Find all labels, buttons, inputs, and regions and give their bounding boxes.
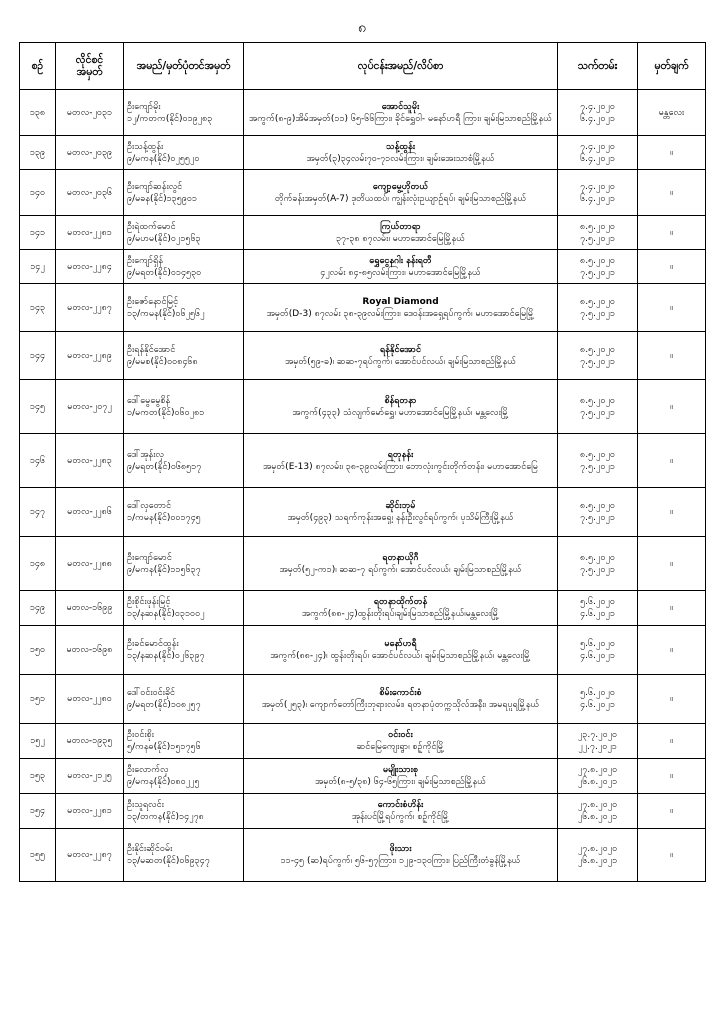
license-number: မတလ-၂၀၃၁ [56, 90, 124, 136]
remark: ။ [638, 170, 706, 216]
business-address: အုန်းပင်မြို့ရပ်ကွက်၊ စဉ့်ကိုင်မြို့ [351, 812, 450, 822]
valid-from: ၂၇.၈.၂၀၂၀ [577, 765, 618, 775]
validity-cell [558, 216, 638, 250]
business-cell [244, 380, 558, 434]
business-name: ရတနာယိုဂီ [382, 552, 419, 563]
row-number: ၁၅၄ [20, 794, 56, 829]
owner-name: ဦးစိုင်းဖုန်းမြင့် [127, 597, 171, 607]
owner-name: ဦးရန်နိုင်အောင် [127, 344, 176, 355]
business-name: ဖိုးသား [389, 844, 412, 854]
license-number: မတလ-၂၂၈၆ [56, 488, 124, 537]
valid-from: ၂၇.၈.၂၀၂၀ [577, 844, 618, 854]
business-address: အမှတ်(D-3) ၈၇လမ်း ၃၈-၃၉လမ်းကြား၊ ဒေဝန်းအရှေ့ရပ်ကွက်၊ မဟာအောင်မြေမြို့ [266, 308, 535, 319]
valid-to: ၄.၆.၂၀၂၁ [580, 609, 615, 619]
row-number: ၁၄၂ [20, 250, 56, 284]
valid-from: ၈.၅.၂၀၂၀ [580, 296, 615, 307]
business-address: အကွက်(၄၃၃) သံလျက်မော်ရွှေ၊ မဟာအောင်မြေမြို့နယ်၊ မန္တလေးမြို့ [292, 407, 509, 418]
valid-to: ၇.၅.၂၀၂၁ [580, 564, 615, 575]
business-name: ရွှေငွေနဂါး နန်းရတီ [369, 255, 432, 266]
remark: ။ [638, 759, 706, 794]
owner-cell [124, 626, 244, 675]
remark: ။ [638, 724, 706, 759]
valid-from: ၇.၄.၂၀၂၀ [580, 181, 615, 192]
owner-cell [124, 136, 244, 170]
business-name: စိန်ရတနာ [384, 395, 417, 406]
table-row [20, 216, 706, 250]
owner-name: ဦးခင်မောင်ထွန်း [127, 639, 179, 649]
remark: ။ [638, 284, 706, 332]
license-number: မတလ-၂၀၃၉ [56, 136, 124, 170]
owner-nrc: ၁၃/နဆန(နိုင်)၀၂၆၃၉၇ [127, 651, 205, 661]
business-address: အမှတ်(၈-၅/၃၈) ၆၄-၆၅ကြား၊ ချမ်းမြသာစည်မြို့နယ် [315, 777, 486, 787]
business-address: အကွက်(၈၈-၂၄)၊ ထွန်းတိုးရပ်၊ အောင်ပင်လယ်၊ ချမ်းမြသာစည်မြို့နယ်၊ မန္တလေးမြို့ [270, 651, 531, 661]
validity-cell [558, 537, 638, 591]
remark: ။ [638, 537, 706, 591]
owner-nrc: ၁/ကမန(နိုင်)၀၀၁၇၄၅ [127, 513, 201, 523]
remark: ။ [638, 675, 706, 724]
table-row [20, 675, 706, 724]
owner-cell [124, 537, 244, 591]
row-number: ၁၅၁ [20, 675, 56, 724]
business-cell [244, 591, 558, 626]
owner-nrc: ၉/မရတ(နိုင်)၀၆၈၅၁၇ [127, 461, 202, 472]
remark: ။ [638, 829, 706, 882]
validity-cell [558, 591, 638, 626]
owner-name: ဦးကျော်မိုး [127, 101, 161, 112]
remark: မန္တလေး [638, 90, 706, 136]
valid-from: ၅.၆.၂၀၂၀ [580, 597, 615, 607]
business-cell [244, 626, 558, 675]
row-number: ၁၅၅ [20, 829, 56, 882]
remark: ။ [638, 434, 706, 488]
business-name: ဝင်းဝင်း [388, 730, 413, 740]
header-remarks: မှတ်ချက် [638, 43, 706, 90]
owner-name: ဦးကျော်ဆန်းလွင် [127, 181, 183, 192]
owner-name: ဦးဝင်းစိုး [127, 730, 154, 740]
owner-name: ဒေါ်မွေမွေစိန် [127, 395, 171, 406]
valid-to: ၄.၆.၂၀၂၁ [580, 700, 615, 710]
valid-to: ၆.၄.၂၀၂၁ [580, 153, 615, 164]
owner-name: ဦးသူရလင်း [127, 800, 164, 810]
validity-cell [558, 284, 638, 332]
valid-to: ၇.၅.၂၀၂၁ [580, 513, 615, 523]
owner-cell [124, 759, 244, 794]
owner-cell [124, 284, 244, 332]
business-name: ရတုနန်း [387, 449, 414, 460]
valid-from: ၈.၅.၂၀၂၀ [580, 449, 615, 460]
license-number: မတလ-၁၉၃၅ [56, 724, 124, 759]
table-row [20, 591, 706, 626]
owner-name: ဦးကျော်မောင် [127, 552, 172, 563]
row-number: ၁၄၃ [20, 284, 56, 332]
owner-cell [124, 675, 244, 724]
valid-from: ၂၃.၇.၂၀၂၀ [577, 730, 618, 740]
owner-cell [124, 488, 244, 537]
license-number: မတလ-၂၂၈၄ [56, 250, 124, 284]
business-name: မမျိုးသားစု [382, 765, 419, 775]
remark: ။ [638, 136, 706, 170]
row-number: ၁၄၀ [20, 170, 56, 216]
license-number: မတလ-၁၆၉၈ [56, 626, 124, 675]
table-row [20, 380, 706, 434]
owner-nrc: ၉/မခန(နိုင်)၁၃၅၉၀၁ [127, 193, 197, 204]
owner-name: ဒေါ်ဝင်းဝင်းခိုင် [127, 688, 176, 698]
header-validity: သက်တမ်း [558, 43, 638, 90]
owner-name: ဒေါ်အုန်းလှ [127, 449, 164, 460]
valid-to: ၇.၅.၂၀၂၁ [580, 308, 615, 319]
validity-cell [558, 759, 638, 794]
business-address: အမှတ်(၅၉-ခ)၊ ဆဆ-၇ရပ်ကွက်၊ အောင်ပင်လယ်၊ ချမ်းမြသာစည်မြို့နယ် [284, 356, 517, 367]
valid-to: ၂၆.၈.၂၀၂၁ [577, 812, 618, 822]
business-cell [244, 488, 558, 537]
business-address: အမှတ်(၂၅၃)၊ ကျောက်တော်ကြီးဘုရားလမ်း၊ ရတနာပုံတက္ကသိုလ်အနီး၊ အမရပူရမြို့နယ် [261, 700, 540, 710]
business-name: မနော်ဟရီ [384, 639, 417, 649]
owner-nrc: ၉/မရတ(နိုင်)၀၁၄၅၃၀ [127, 267, 202, 278]
valid-from: ၈.၅.၂၀၂၀ [580, 395, 615, 406]
owner-nrc: ၉/မရတ(နိုင်)၁၀၈၂၅၇ [127, 700, 201, 710]
license-number: မတလ-၂၂၈၃ [56, 434, 124, 488]
row-number: ၁၄၆ [20, 434, 56, 488]
owner-nrc: ၁၃/မဆတ(နိုင်)၀၆၉၃၄၇ [127, 856, 210, 866]
owner-nrc: ၉/မကန(နိုင်)၀၈၀၂၂၅ [127, 777, 200, 787]
table-row [20, 759, 706, 794]
table-row [20, 724, 706, 759]
valid-from: ၂၇.၈.၂၀၂၀ [577, 800, 618, 810]
business-cell [244, 675, 558, 724]
valid-to: ၇.၅.၂၀၂၁ [580, 267, 615, 278]
row-number: ၁၄၁ [20, 216, 56, 250]
business-address: အမှတ်(၅၂-က၁)၊ ဆဆ-၇ ရပ်ကွက်၊ အောင်ပင်လယ်၊ ချမ်းမြသာစည်မြို့နယ် [279, 564, 522, 575]
business-address: အမှတ်(E-13) ၈၇လမ်း၊ ၃၈-၃၉လမ်းကြား၊ ဘောလုံးကွင်းတိုက်တန်း၊ မဟာအောင်မြေ [263, 461, 538, 472]
license-number: မတလ-၂၂၈၁ [56, 794, 124, 829]
remark: ။ [638, 250, 706, 284]
owner-nrc: ၉/မဟမ(နိုင်)၀၂၁၅၆၃ [127, 233, 201, 244]
remark: ။ [638, 591, 706, 626]
business-address: ဆင်မြေကျေးရွာ၊ စဉ့်ကိုင်မြို့ [356, 742, 445, 752]
license-number: မတလ-၂၂၈၇ [56, 829, 124, 882]
business-cell [244, 170, 558, 216]
owner-cell [124, 332, 244, 380]
validity-cell [558, 332, 638, 380]
table-row [20, 170, 706, 216]
business-address: အမှတ်(၄၉၃) သရက်ကုန်းအရှေ့၊ နန်းဦးလွင်ရပ်ကွက်၊ ပုသိမ်ကြီးမြို့နယ် [287, 513, 514, 523]
validity-cell [558, 794, 638, 829]
license-number: မတလ-၂၂၈၈ [56, 537, 124, 591]
business-name: အောင်သူမိုး [381, 101, 420, 112]
owner-cell [124, 794, 244, 829]
owner-nrc: ၉/မကန(နိုင်)၁၁၅၆၃၇ [127, 564, 201, 575]
row-number: ၁၄၅ [20, 380, 56, 434]
business-name: ကောင်းစံဟိန်း [377, 800, 424, 810]
owner-cell [124, 591, 244, 626]
owner-cell [124, 829, 244, 882]
license-register-table [19, 42, 706, 882]
owner-name: ဦးရဲထက်မောင် [127, 221, 176, 232]
owner-cell [124, 90, 244, 136]
validity-cell [558, 136, 638, 170]
owner-name: ဒေါ်လှတောင် [127, 501, 172, 511]
header-business: လုပ်ငန်းအမည်/လိပ်စာ [244, 43, 558, 90]
row-number: ၁၅၃ [20, 759, 56, 794]
business-address: အမှတ်(၃)၃၄လမ်း၇၀-၇၁လမ်းကြား၊ ချမ်းအေးသာစံမြို့နယ် [306, 153, 495, 164]
business-name: Royal Diamond [362, 296, 439, 307]
business-cell [244, 332, 558, 380]
business-cell [244, 284, 558, 332]
owner-cell [124, 216, 244, 250]
business-address: ၃၇-၃၈ ၈၇လမ်း၊ မဟာအောင်မြေမြို့နယ် [335, 233, 466, 244]
validity-cell [558, 170, 638, 216]
table-row [20, 332, 706, 380]
header-owner: အမည်/မှတ်ပုံတင်အမှတ် [124, 43, 244, 90]
owner-nrc: ၁၃/တကန(နိုင်)၁၄၂၇၈ [127, 812, 204, 822]
business-address: ၄၂လမ်း ၈၄-၈၅လမ်းကြား၊ မဟာအောင်မြေမြို့နယ် [320, 267, 481, 278]
valid-to: ၇.၅.၂၀၂၁ [580, 233, 615, 244]
remark: ။ [638, 794, 706, 829]
owner-nrc: ၉/မကန(နိုင်)၀၂၅၅၂၀ [127, 153, 200, 164]
owner-name: ဦးနိုင်းဆိုင်ဝမ်း [127, 844, 173, 854]
valid-from: ၈.၅.၂၀၂၀ [580, 255, 615, 266]
valid-from: ၅.၆.၂၀၂၀ [580, 688, 615, 698]
validity-cell [558, 434, 638, 488]
table-row [20, 284, 706, 332]
table-row [20, 829, 706, 882]
valid-to: ၄.၆.၂၀၂၁ [580, 651, 615, 661]
header-no: စဉ် [20, 43, 56, 90]
business-cell [244, 90, 558, 136]
validity-cell [558, 488, 638, 537]
validity-cell [558, 250, 638, 284]
owner-cell [124, 380, 244, 434]
business-name: ရန်နိုင်အောင် [380, 344, 421, 355]
table-row [20, 434, 706, 488]
business-address: တိုက်ခန်းအမှတ်(A-7) ဒုတိယထပ်၊ ကျွန်းလုံးဥယျာဉ်ရပ်၊ ချမ်းမြသာစည်မြို့နယ် [274, 193, 527, 204]
validity-cell [558, 829, 638, 882]
business-address: ၁၁-၄၅ (ဆ)ရပ်ကွက်၊ ၅၆-၅၇ကြား၊ ၁၂၉-၁၃၀ကြား၊ ပြည်ကြီးတံခွန်မြို့နယ် [280, 856, 521, 866]
business-cell [244, 829, 558, 882]
valid-to: ၇.၅.၂၀၂၁ [580, 356, 615, 367]
license-number: မတလ-၁၆၉၉ [56, 591, 124, 626]
validity-cell [558, 675, 638, 724]
owner-name: ဦးသန့်ထွန်း [127, 141, 164, 152]
remark: ။ [638, 380, 706, 434]
business-cell [244, 724, 558, 759]
license-number: မတလ-၂၁၂၅ [56, 759, 124, 794]
business-cell [244, 434, 558, 488]
license-number: မတလ-၂၂၈၀ [56, 675, 124, 724]
license-number: မတလ-၂၀၃၆ [56, 170, 124, 216]
valid-from: ၇.၄.၂၀၂၀ [580, 101, 615, 112]
business-cell [244, 250, 558, 284]
remark: ။ [638, 626, 706, 675]
business-name: စိမ်းကောင်းစံ [379, 688, 422, 698]
owner-cell [124, 250, 244, 284]
valid-to: ၆.၄.၂၀၂၁ [580, 113, 615, 124]
business-name: ရတနာထိုက်တန် [373, 597, 428, 607]
owner-nrc: ၁/မကတ(နိုင်)၀၆၀၂၈၁ [127, 407, 205, 418]
row-number: ၁၄၄ [20, 332, 56, 380]
row-number: ၁၃၉ [20, 136, 56, 170]
owner-cell [124, 170, 244, 216]
license-number: မတလ-၂၂၈၇ [56, 284, 124, 332]
valid-to: ၆.၄.၂၀၂၁ [580, 193, 615, 204]
table-header-row [20, 43, 706, 90]
valid-from: ၅.၆.၂၀၂၀ [580, 639, 615, 649]
table-row [20, 794, 706, 829]
validity-cell [558, 724, 638, 759]
owner-nrc: ၉/မမစ(နိုင်)၀၀၈၄၆၈ [127, 356, 198, 367]
remark: ။ [638, 216, 706, 250]
valid-to: ၇.၅.၂၀၂၁ [580, 461, 615, 472]
business-address: အကွက်(၈-၉)အိမ်အမှတ်(၁၁) ၆၅-၆၆ကြား၊ ခိုင်ရွှေဝါ- မနော်ဟရီ ကြား၊ ချမ်းမြသာစည်မြို့နယ် [249, 113, 552, 124]
business-cell [244, 136, 558, 170]
table-row [20, 488, 706, 537]
owner-nrc: ၁၃/ကမန(နိုင်)၀၆၂၅၆၂ [127, 308, 205, 319]
row-number: ၁၄၉ [20, 591, 56, 626]
business-name: ကြယ်တာရာ [380, 221, 421, 232]
valid-to: ၂၆.၈.၂၀၂၁ [577, 777, 618, 787]
validity-cell [558, 90, 638, 136]
row-number: ၁၄၈ [20, 537, 56, 591]
owner-name: ဦးဇော်နောင်မြင့် [127, 296, 179, 307]
row-number: ၁၅၂ [20, 724, 56, 759]
table-row [20, 90, 706, 136]
table-row [20, 537, 706, 591]
business-cell [244, 216, 558, 250]
table-row [20, 136, 706, 170]
valid-from: ၈.၅.၂၀၂၀ [580, 552, 615, 563]
license-number: မတလ-၂၀၇၂ [56, 380, 124, 434]
license-number: မတလ-၂၂၈၉ [56, 332, 124, 380]
valid-to: ၂၂.၇.၂၀၂၁ [578, 742, 617, 752]
business-name: ဆိုင်းဘုမ် [385, 501, 416, 511]
owner-nrc: ၁၃/နဆန(နိုင်)၀၃၁၀၀၂ [127, 609, 205, 619]
business-name: သန့်ထွန်း [385, 141, 415, 152]
table-row [20, 626, 706, 675]
row-number: ၁၅၀ [20, 626, 56, 675]
owner-nrc: ၅/ကနဓ(နိုင်)၁၅၁၇၅၆ [127, 742, 201, 752]
owner-name: ဦးကျော်ရှိန် [127, 255, 163, 266]
page-number: ၈ [358, 20, 366, 36]
valid-to: ၇.၅.၂၀၂၁ [580, 407, 615, 418]
business-cell [244, 759, 558, 794]
header-license-no: လိုင်စင် အမှတ် [56, 43, 124, 90]
license-number: မတလ-၂၂၈၁ [56, 216, 124, 250]
owner-name: ဦးလောက်လှ [127, 765, 169, 775]
business-address: အကွက်(၈၈-၂၄)ထွန်းတိုးရပ်၊ချမ်းမြသာစည်မြို့နယ်၊မန္တလေးမြို့ [301, 609, 500, 619]
valid-from: ၈.၅.၂၀၂၀ [580, 344, 615, 355]
business-name: ကျော့မွေ့ဟိုတယ် [372, 181, 429, 192]
valid-from: ၈.၅.၂၀၂၀ [580, 221, 615, 232]
remark: ။ [638, 332, 706, 380]
valid-to: ၂၆.၈.၂၀၂၁ [577, 856, 618, 866]
validity-cell [558, 626, 638, 675]
valid-from: ၇.၄.၂၀၂၀ [580, 141, 615, 152]
owner-cell [124, 434, 244, 488]
business-cell [244, 537, 558, 591]
row-number: ၁၄၇ [20, 488, 56, 537]
business-cell [244, 794, 558, 829]
table-row [20, 250, 706, 284]
owner-nrc: ၁၂/ကတက(နိုင်)၀၁၉၂၈၃ [127, 113, 213, 124]
valid-from: ၈.၅.၂၀၂၀ [580, 501, 615, 511]
remark: ။ [638, 488, 706, 537]
owner-cell [124, 724, 244, 759]
row-number: ၁၃၈ [20, 90, 56, 136]
validity-cell [558, 380, 638, 434]
